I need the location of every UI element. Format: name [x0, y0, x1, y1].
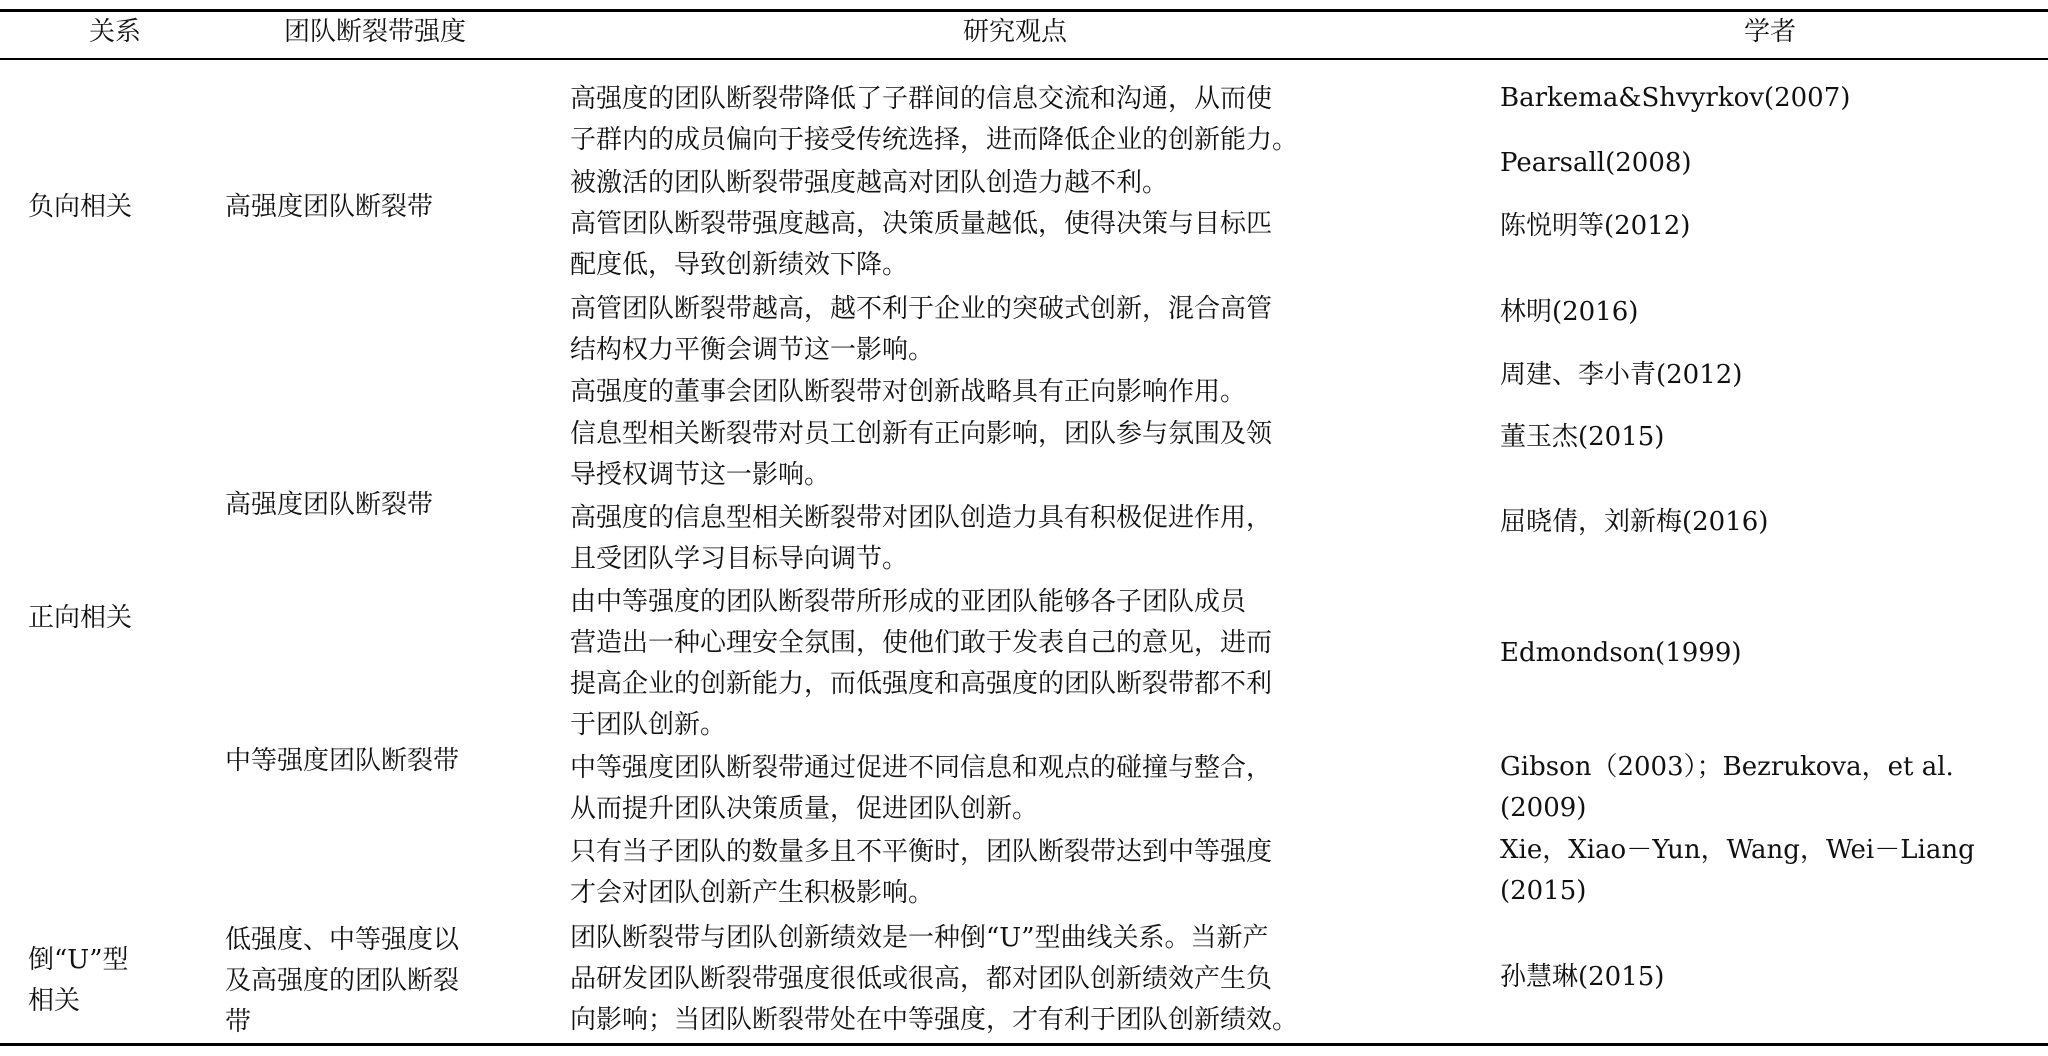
strength-cell-line: 及高强度的团队断裂	[225, 966, 460, 996]
scholar-cell-line: 林明(2016)	[1500, 297, 1639, 327]
scholar-cell	[1500, 830, 1975, 912]
view-cell	[570, 748, 1272, 830]
scholar-cell-line: (2015)	[1500, 876, 1587, 906]
view-cell-line: 营造出一种心理安全氛围，使他们敢于发表自己的意见，进而	[570, 628, 1273, 658]
scholar-cell	[1500, 747, 1954, 829]
scholar-cell	[1500, 143, 1692, 184]
view-cell-line: 由中等强度的团队断裂带所形成的亚团队能够各子团队成员	[570, 587, 1247, 617]
view-cell	[570, 289, 1272, 371]
view-cell-line: 且受团队学习目标导向调节。	[570, 544, 909, 574]
relation-cell	[28, 940, 129, 1022]
view-cell-line: 高强度的信息型相关断裂带对团队创造力具有积极促进作用，	[570, 503, 1273, 533]
view-cell-line: 团队断裂带与团队创新绩效是一种倒“U”型曲线关系。当新产	[570, 923, 1269, 953]
relation-cell	[28, 598, 132, 639]
strength-cell	[225, 920, 459, 1043]
relation-cell-line: 负向相关	[28, 192, 133, 222]
view-cell	[570, 163, 1168, 204]
view-cell	[570, 498, 1272, 580]
view-cell-line: 只有当子团队的数量多且不平衡时，团队断裂带达到中等强度	[570, 837, 1273, 867]
scholar-cell-line: Xie，Xiao－Yun，Wang，Wei－Liang	[1500, 835, 1975, 865]
view-cell-line: 向影响；当团队断裂带处在中等强度，才有利于团队创新绩效。	[570, 1005, 1299, 1035]
relation-cell-line: 相关	[28, 986, 81, 1016]
strength-cell	[225, 485, 433, 526]
view-cell-line: 配度低，导致创新绩效下降。	[570, 250, 909, 280]
view-cell-line: 才会对团队创新产生积极影响。	[570, 878, 935, 908]
view-cell-line: 导授权调节这一影响。	[570, 460, 831, 490]
view-cell	[570, 832, 1272, 914]
view-cell-line: 结构权力平衡会调节这一影响。	[570, 335, 935, 365]
view-cell	[570, 79, 1298, 161]
scholar-cell-line: 孙慧琳(2015)	[1500, 962, 1665, 992]
header-relation: 关系	[88, 17, 141, 47]
scholar-cell-line: 董玉杰(2015)	[1500, 422, 1665, 452]
scholar-cell-line: 屈晓倩，刘新梅(2016)	[1500, 507, 1769, 537]
strength-cell-line: 低强度、中等强度以	[225, 925, 460, 955]
scholar-cell	[1500, 957, 1664, 998]
scholar-cell-line: Gibson（2003）；Bezrukova，et al.	[1500, 752, 1954, 782]
table-bottom-rule	[0, 1043, 2048, 1046]
view-cell-line: 高管团队断裂带越高，越不利于企业的突破式创新，混合高管	[570, 294, 1273, 324]
view-cell	[570, 918, 1298, 1041]
relation-cell-line: 正向相关	[28, 603, 133, 633]
scholar-cell	[1500, 502, 1768, 543]
view-cell	[570, 414, 1272, 496]
scholar-cell	[1500, 417, 1664, 458]
scholar-cell-line: Barkema&Shvyrkov(2007)	[1500, 83, 1851, 113]
view-cell-line: 提高企业的创新能力，而低强度和高强度的团队断裂带都不利	[570, 669, 1273, 699]
view-cell-line: 高强度的团队断裂带降低了子群间的信息交流和沟通，从而使	[570, 84, 1273, 114]
view-cell-line: 中等强度团队断裂带通过促进不同信息和观点的碰撞与整合，	[570, 753, 1273, 783]
header-scholar: 学者	[1743, 17, 1796, 47]
view-cell-line: 于团队创新。	[570, 710, 727, 740]
view-cell-line: 信息型相关断裂带对员工创新有正向影响，团队参与氛围及领	[570, 419, 1273, 449]
strength-cell-line: 高强度团队断裂带	[225, 490, 434, 520]
view-cell-line: 被激活的团队断裂带强度越高对团队创造力越不利。	[570, 168, 1169, 198]
strength-cell-line: 带	[225, 1007, 252, 1037]
header-strength: 团队断裂带强度	[283, 17, 466, 47]
strength-cell	[225, 187, 433, 228]
scholar-cell	[1500, 292, 1638, 333]
view-cell	[570, 204, 1272, 286]
relation-cell	[28, 187, 132, 228]
scholar-cell-line: Pearsall(2008)	[1500, 148, 1692, 178]
view-cell-line: 高管团队断裂带强度越高，决策质量越低，使得决策与目标匹	[570, 209, 1273, 239]
scholar-cell	[1500, 78, 1850, 119]
view-cell	[570, 372, 1246, 413]
view-cell-line: 品研发团队断裂带强度很低或很高，都对团队创新绩效产生负	[570, 964, 1273, 994]
scholar-cell-line: Edmondson(1999)	[1500, 638, 1742, 668]
strength-cell	[225, 741, 459, 782]
scholar-cell	[1500, 355, 1742, 396]
header-view: 研究观点	[962, 17, 1067, 47]
view-cell	[570, 582, 1272, 746]
table-header-rule	[0, 58, 2048, 60]
scholar-cell-line: 周建、李小青(2012)	[1500, 360, 1743, 390]
strength-cell-line: 高强度团队断裂带	[225, 192, 434, 222]
relation-cell-line: 倒“U”型	[28, 945, 129, 975]
view-cell-line: 从而提升团队决策质量，促进团队创新。	[570, 794, 1039, 824]
view-cell-line: 子群内的成员偏向于接受传统选择，进而降低企业的创新能力。	[570, 125, 1299, 155]
scholar-cell	[1500, 633, 1742, 674]
scholar-cell-line: 陈悦明等(2012)	[1500, 211, 1691, 241]
scholar-cell	[1500, 206, 1690, 247]
scholar-cell-line: (2009)	[1500, 793, 1587, 823]
strength-cell-line: 中等强度团队断裂带	[225, 746, 460, 776]
view-cell-line: 高强度的董事会团队断裂带对创新战略具有正向影响作用。	[570, 377, 1247, 407]
